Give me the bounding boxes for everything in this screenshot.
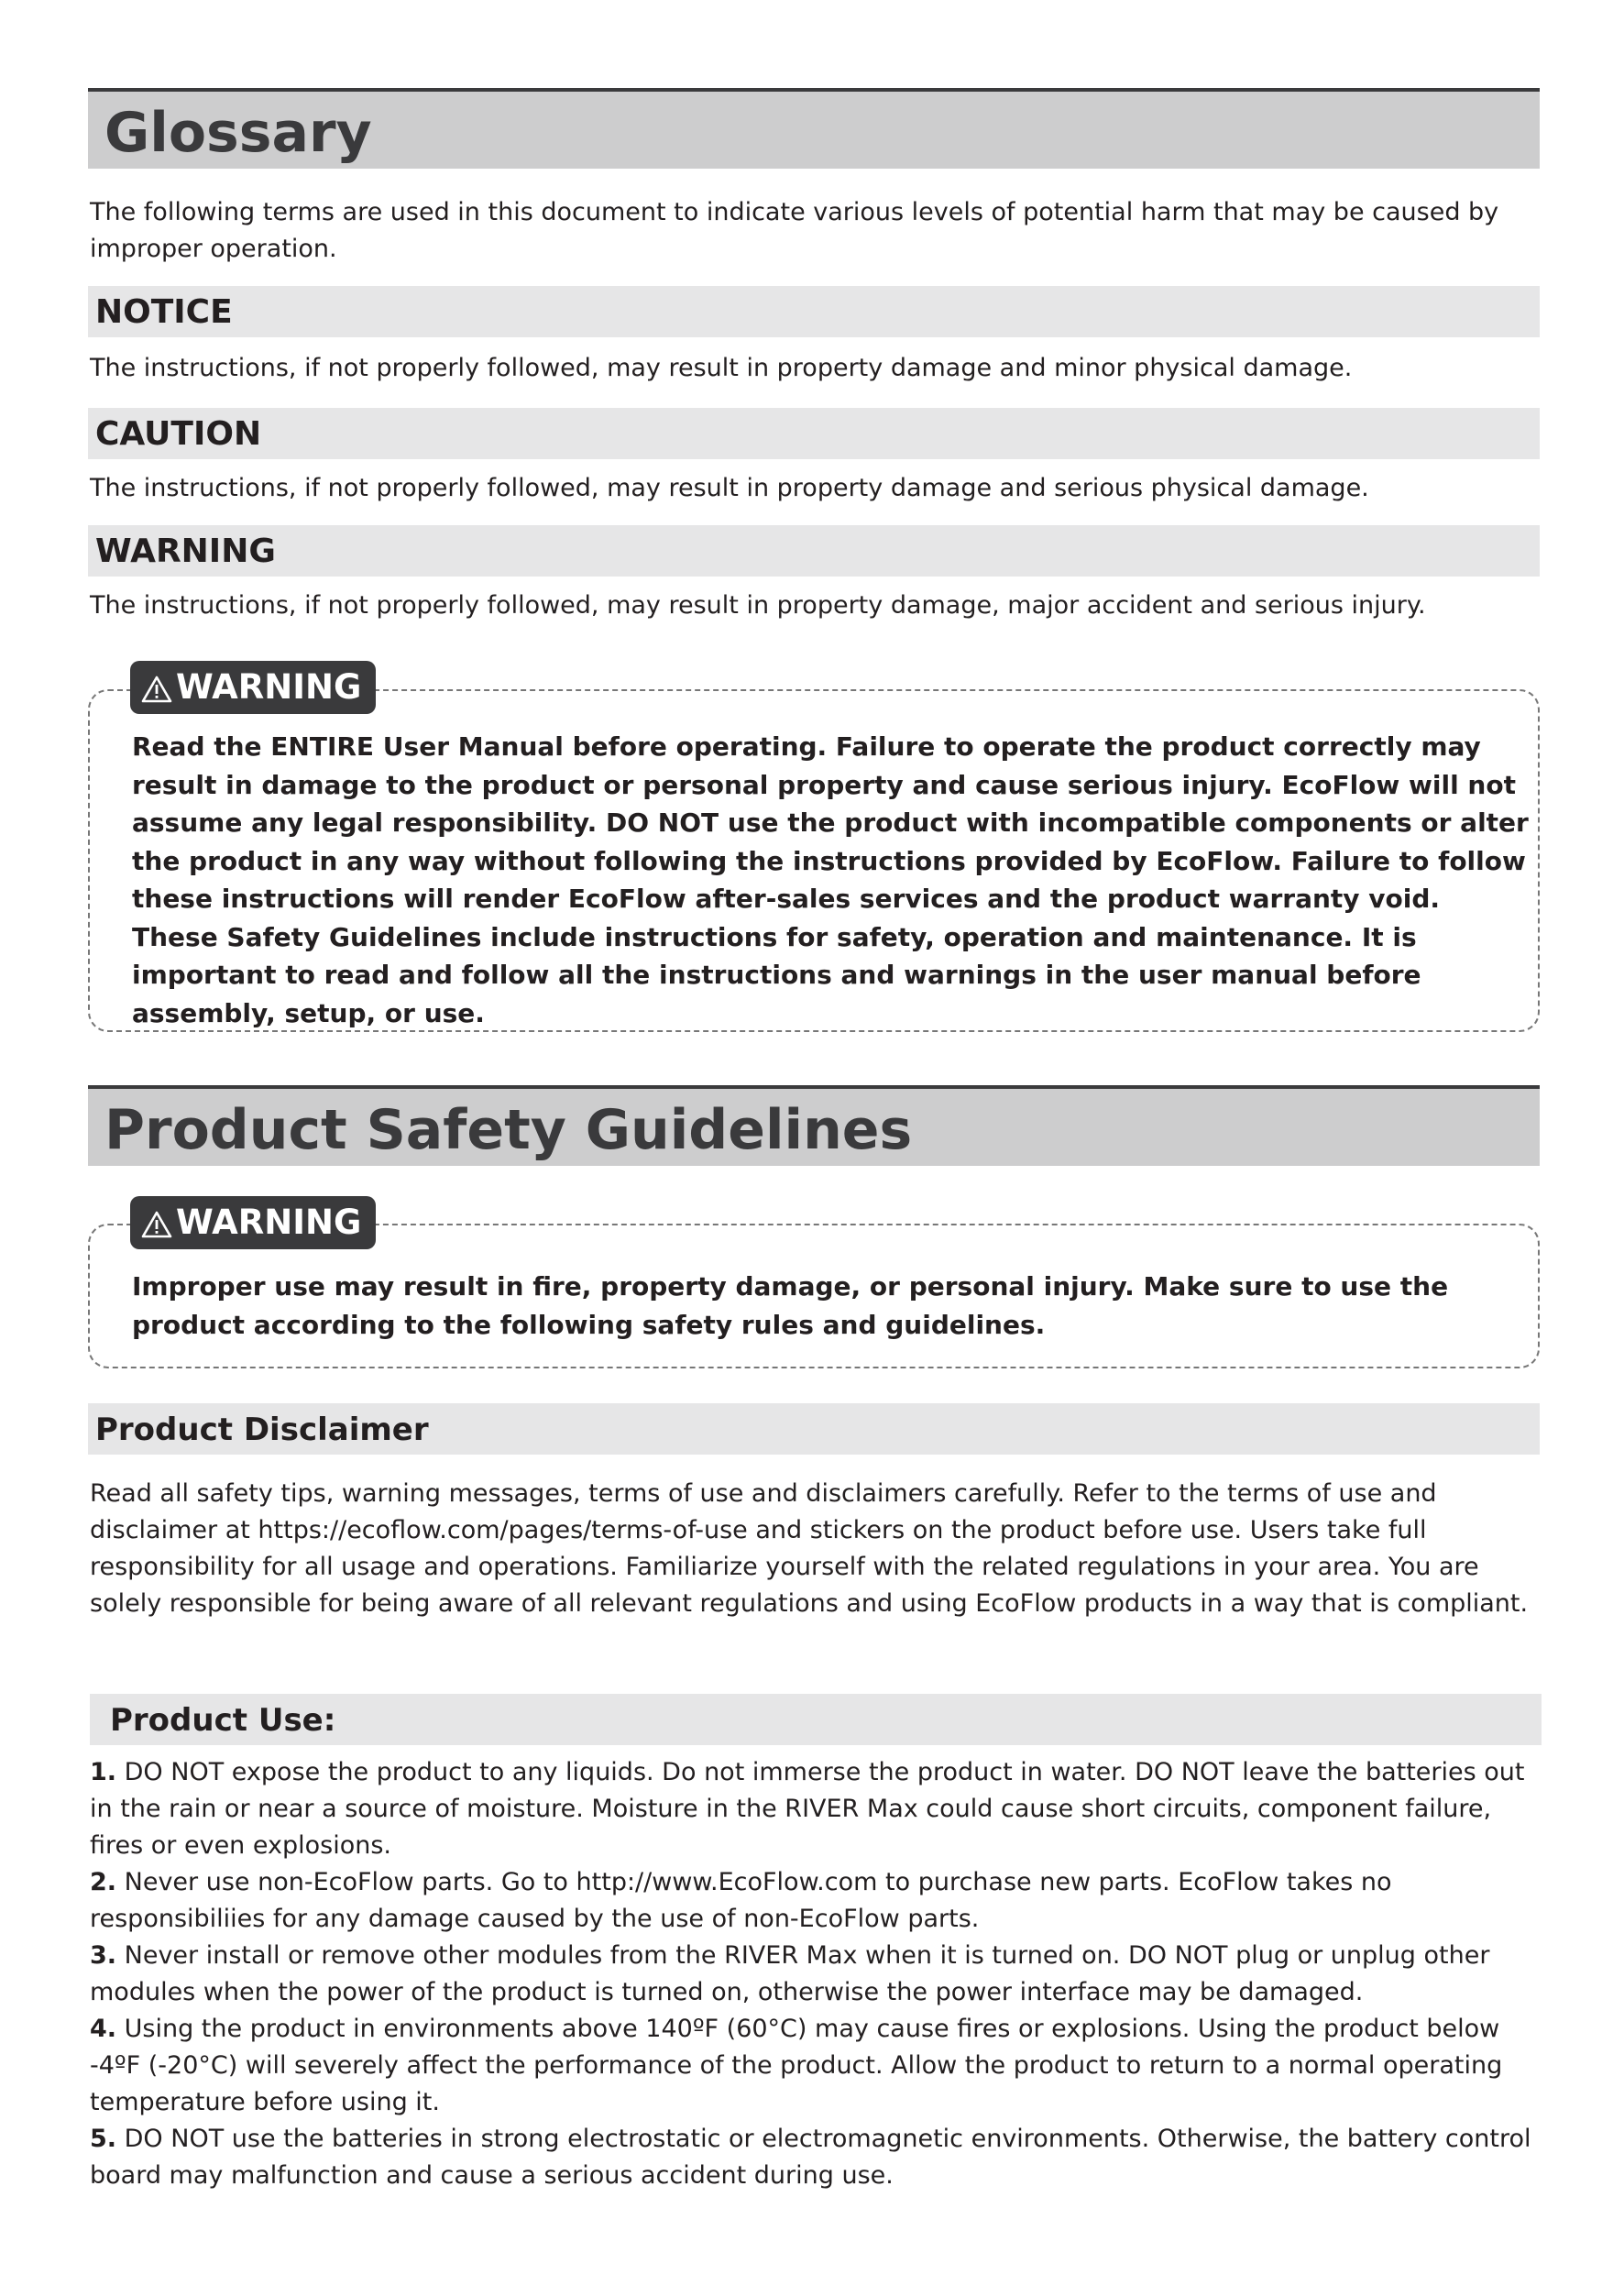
list-item [90, 2121, 1538, 2194]
list-item-text: Never install or remove other modules from the RIVER Max when it is turned on. DO NOT plug or unplug other modules when the power of the product is turned on, otherwise the power interface may be damaged. [90, 1941, 1490, 2006]
list-item-number: 5. [90, 2125, 117, 2153]
product-use-heading-bar [90, 1694, 1542, 1745]
product-use-list [90, 1754, 1538, 2194]
safety-title: Product Safety Guidelines [104, 1098, 913, 1162]
caution-text: The instructions, if not properly followed, may result in property damage and serious physical damage. [90, 474, 1369, 502]
warning-text: The instructions, if not properly followed, may result in property damage, major accident and serious injury. [90, 591, 1426, 620]
glossary-warning-text: Read the ENTIRE User Manual before operating. Failure to operate the product correctly may result in damage to the product or personal property and cause serious injury. EcoFlow will not assume any legal responsibility. DO NOT use the product with incompatible components or alter the product in any way without following the instructions provided by EcoFlow. Failure to follow these instructions will render EcoFlow after-sales services and the product warranty void. These Safety Guidelines include instructions for safety, operation and maintenance. It is important to read and follow all the instructions and warnings in the user manual before assembly, setup, or use. [132, 731, 1529, 1028]
safety-warning-badge-label: WARNING [176, 1203, 362, 1242]
safety-warning-text: Improper use may result in fire, property damage, or personal injury. Make sure to use the product according to the following safety rules and guidelines. [132, 1271, 1449, 1340]
list-item-number: 2. [90, 1868, 117, 1896]
list-item [90, 1938, 1538, 2011]
notice-label: NOTICE [95, 293, 233, 331]
disclaimer-title: Product Disclaimer [95, 1412, 429, 1448]
safety-warning-badge [130, 1196, 376, 1249]
warning-triangle-icon [141, 676, 172, 703]
glossary-intro: The following terms are used in this document to indicate various levels of potential harm that may be caused by improper operation. [90, 198, 1499, 263]
warning-triangle-icon [141, 1211, 172, 1238]
warning-term-bar [88, 525, 1540, 577]
list-item-text: DO NOT use the batteries in strong electrostatic or electromagnetic environments. Otherwise, the battery control board may malfunction and cause a serious accident during use. [90, 2125, 1531, 2190]
glossary-warning-badge-label: WARNING [176, 667, 362, 707]
notice-term-bar [88, 286, 1540, 337]
disclaimer-heading-bar [88, 1403, 1540, 1455]
warning-label: WARNING [95, 533, 276, 570]
glossary-title: Glossary [104, 101, 372, 165]
list-item-text: Using the product in environments above 140ºF (60°C) may cause fires or explosions. Using the product below -4ºF (-20°C) will severely affect the performance of the product. Allow the product to return to a normal operating temperature before using it. [90, 2015, 1503, 2116]
caution-label: CAUTION [95, 415, 262, 453]
glossary-warning-box [88, 689, 1540, 1032]
product-use-title: Product Use: [110, 1702, 336, 1739]
list-item-number: 3. [90, 1941, 117, 1970]
glossary-warning-badge [130, 661, 376, 714]
list-item [90, 1864, 1538, 1938]
glossary-heading-bar [88, 88, 1540, 169]
list-item-text: Never use non-EcoFlow parts. Go to http://www.EcoFlow.com to purchase new parts. EcoFlow takes no responsibiliies for any damage caused by the use of non-EcoFlow parts. [90, 1868, 1392, 1933]
list-item-text: DO NOT expose the product to any liquids. Do not immerse the product in water. DO NOT leave the batteries out in the rain or near a source of moisture. Moisture in the RIVER Max could cause short circuits, component failure, fires or even explosions. [90, 1758, 1525, 1860]
list-item [90, 1754, 1538, 1864]
caution-term-bar [88, 408, 1540, 459]
list-item [90, 2011, 1538, 2121]
disclaimer-text: Read all safety tips, warning messages, terms of use and disclaimers carefully. Refer to the terms of use and disclaimer at https://ecoflow.com/pages/terms-of-use and stickers on the product before use. Users take full responsibility for all usage and operations. Familiarize yourself with the related regulations in your area. You are solely responsible for being aware of all relevant regulations and using EcoFlow products in a way that is compliant. [90, 1479, 1529, 1618]
safety-heading-bar [88, 1085, 1540, 1166]
list-item-number: 4. [90, 2015, 117, 2043]
notice-text: The instructions, if not properly followed, may result in property damage and minor physical damage. [90, 354, 1353, 382]
list-item-number: 1. [90, 1758, 117, 1786]
